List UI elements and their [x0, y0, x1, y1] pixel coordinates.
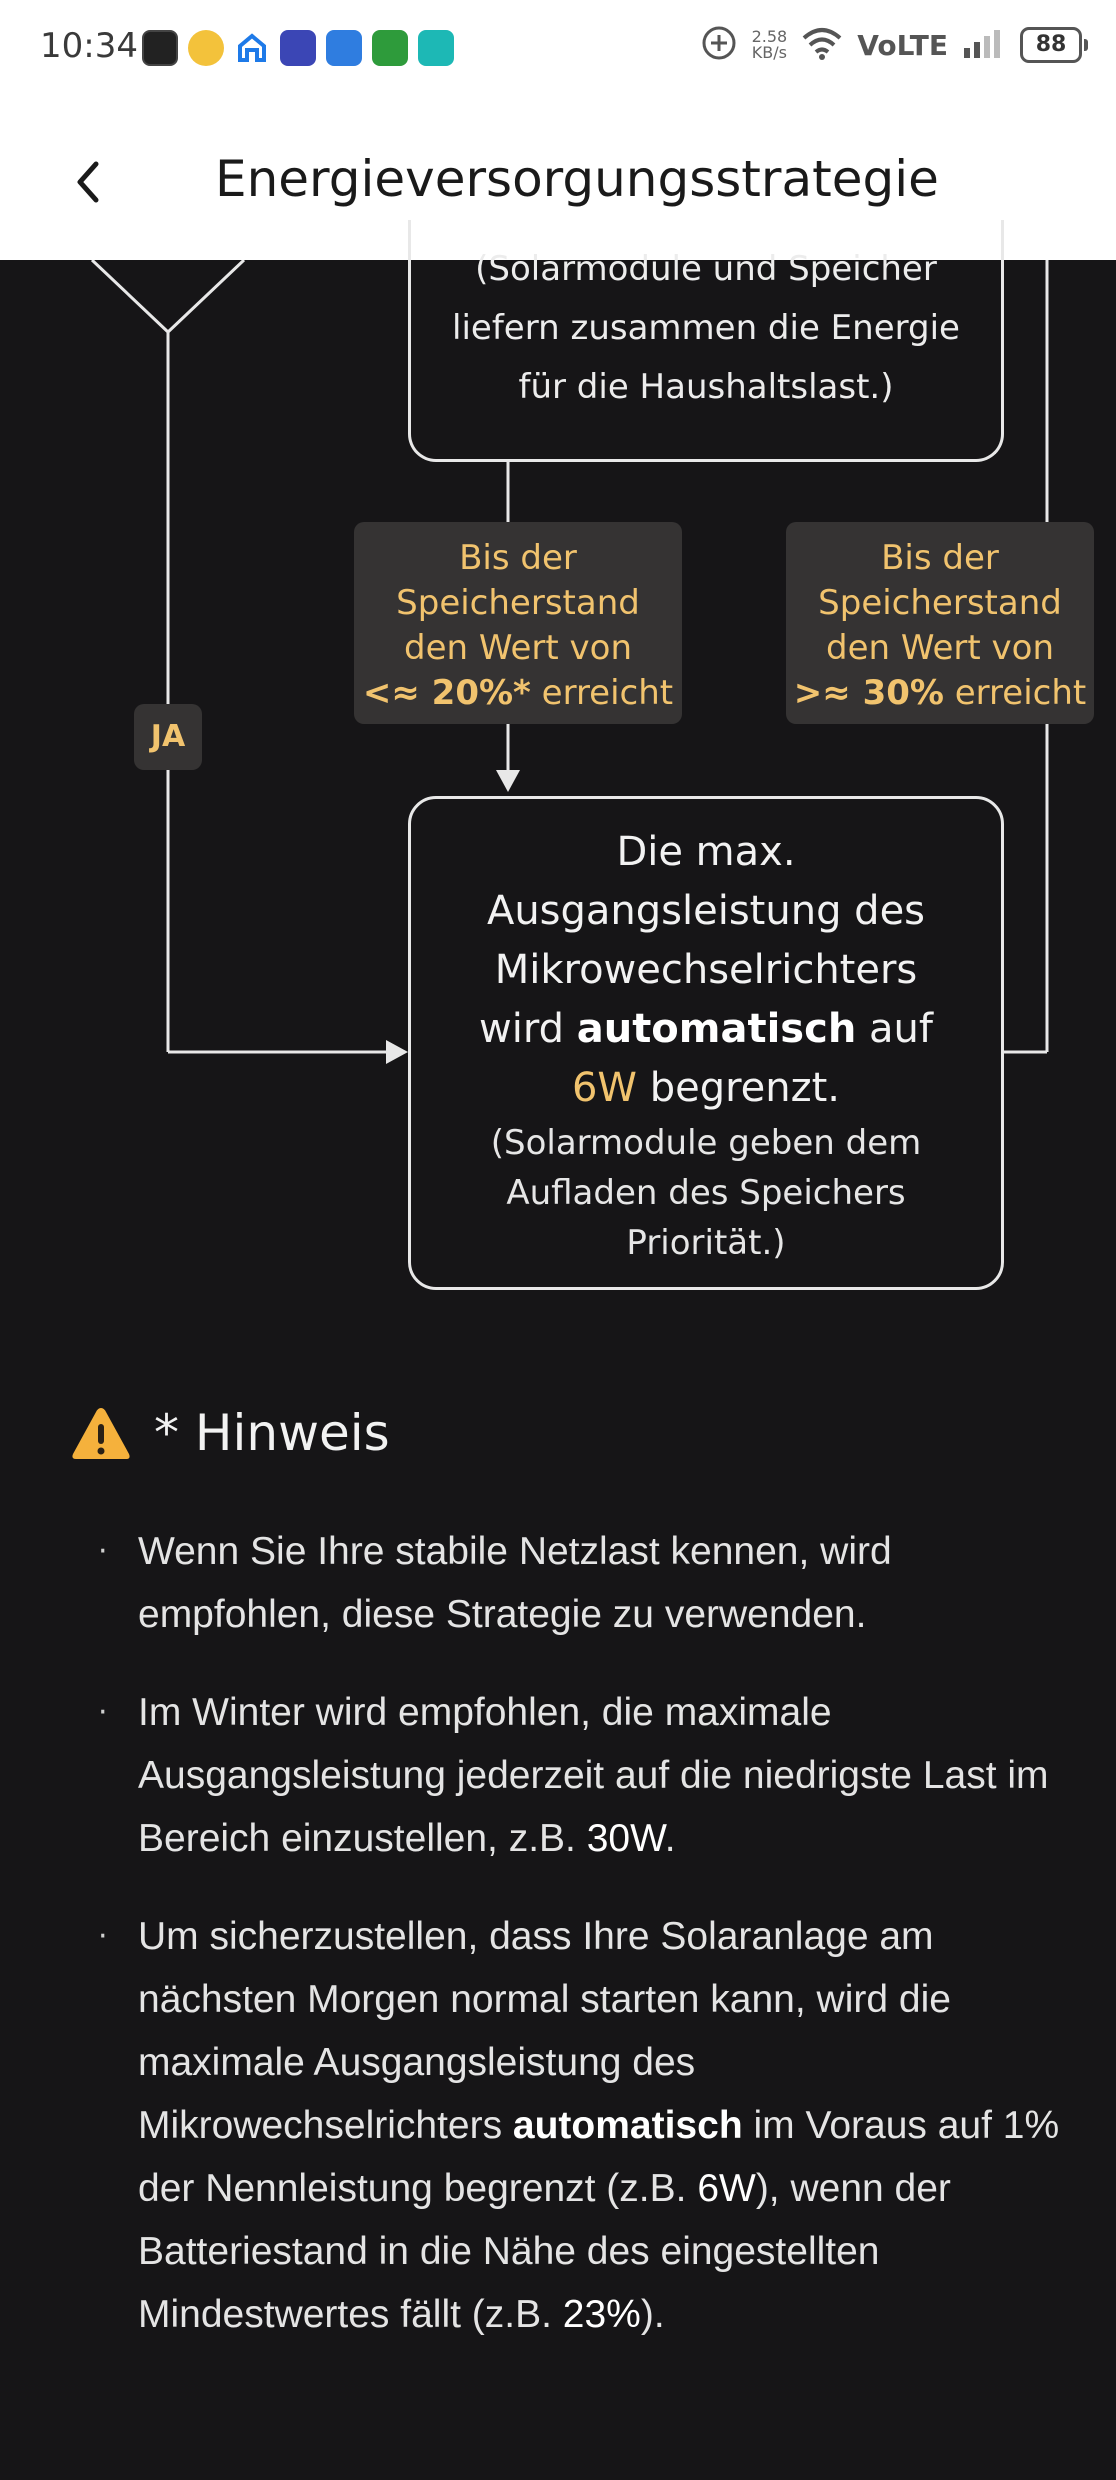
hint-3-value1: 6W — [697, 2167, 756, 2210]
output-limit-line2: Ausgangsleistung des — [486, 888, 926, 934]
output-limit-line4-pre: wird — [479, 1006, 577, 1052]
output-limit-line4-post: auf — [856, 1006, 933, 1052]
hint-header — [70, 1404, 390, 1462]
condition-tag-low — [354, 522, 682, 724]
condition-low-value: <≈ 20%* — [362, 673, 531, 713]
bullet-dot: · — [98, 1534, 108, 1569]
condition-low-line4 — [354, 671, 682, 716]
output-limit-box — [408, 796, 1004, 1290]
storage-supply-line1: (Solarmodule und Speicher — [475, 249, 937, 289]
vpn-icon — [372, 30, 408, 66]
hint-2-value: 30W — [586, 1817, 665, 1860]
output-limit-line1: Die max. — [616, 829, 796, 875]
dollar-icon — [418, 30, 454, 66]
output-limit-note3: Priorität.) — [626, 1223, 786, 1263]
chevron-left-icon — [58, 142, 138, 222]
hint-2-pre: Im Winter wird empfohlen, die maximale Ausgangsleistung jederzeit auf die niedrigste Last im Bereich einzustellen, z.B. — [138, 1691, 1049, 1860]
storage-supply-line2: liefern zusammen die Energie — [452, 308, 960, 348]
output-limit-note2: Aufladen des Speichers — [506, 1173, 906, 1213]
output-limit-line5-post: begrenzt. — [636, 1065, 841, 1111]
status-bar — [0, 0, 1116, 100]
storage-supply-box — [408, 220, 1004, 462]
hint-text-2 — [138, 1681, 1068, 1870]
data-saver-icon — [700, 24, 738, 66]
sunlit-app-icon — [142, 30, 178, 66]
hint-item — [0, 1681, 1116, 1870]
shield-check-icon — [326, 30, 362, 66]
warning-icon — [70, 1404, 132, 1462]
hint-3-b: im Voraus auf 1% der Nennleistung begrenzt (z.B. — [138, 2104, 1060, 2210]
storage-supply-line3: für die Haushaltslast.) — [518, 367, 894, 407]
condition-high-line2: Speicherstand — [818, 583, 1062, 623]
bullet-dot: · — [98, 1919, 108, 1954]
notification-icons — [142, 30, 454, 66]
condition-high-line4 — [786, 671, 1094, 716]
status-right — [700, 24, 1082, 66]
hint-title: * Hinweis — [154, 1404, 390, 1462]
hint-3-c: ), wenn der Batteriestand in die Nähe des eingestellten Mindestwertes fällt (z.B. — [138, 2167, 951, 2336]
condition-high-line1: Bis der — [881, 538, 999, 578]
output-limit-line4 — [411, 1000, 1001, 1059]
condition-low-suffix: erreicht — [530, 673, 674, 713]
hint-text-3 — [138, 1905, 1068, 2346]
hint-3-value2: 23% — [562, 2293, 641, 2336]
hint-item — [0, 1905, 1116, 2346]
hint-3-a: Um sicherzustellen, dass Ihre Solaranlage am nächsten Morgen normal starten kann, wird die maximale Ausgangsleistung des Mikrowechselrichters — [138, 1915, 951, 2147]
hint-item — [0, 1520, 1116, 1646]
strategy-flowchart — [0, 249, 1116, 1320]
hint-2-post: . — [664, 1817, 676, 1860]
home-icon — [234, 30, 270, 66]
weather-icon — [188, 30, 224, 66]
bullet-dot: · — [98, 1695, 108, 1730]
hint-list — [0, 1520, 1116, 2381]
output-limit-note1: (Solarmodule geben dem — [490, 1123, 922, 1163]
network-type: VoLTE — [857, 28, 948, 62]
output-limit-line3: Mikrowechselrichters — [494, 947, 918, 993]
net-speed-value: 2.58 — [751, 27, 788, 46]
wifi-icon — [801, 26, 843, 64]
net-speed-unit: KB/s — [751, 43, 787, 62]
net-speed — [752, 29, 788, 61]
output-limit-line5 — [411, 1059, 1001, 1118]
back-button[interactable] — [58, 142, 138, 222]
status-time: 10:34 — [40, 26, 138, 66]
output-limit-value: 6W — [571, 1065, 637, 1111]
condition-low-line1: Bis der — [459, 538, 577, 578]
hint-text-1: Wenn Sie Ihre stabile Netzlast kennen, wird empfohlen, diese Strategie zu verwenden. — [138, 1530, 892, 1636]
page-title: Energieversorgungsstrategie — [215, 150, 939, 208]
yes-label: JA — [134, 704, 202, 770]
hint-3-d: ). — [640, 2293, 665, 2336]
condition-tag-high — [786, 522, 1094, 724]
condition-high-suffix: erreicht — [943, 673, 1087, 713]
battery-level: 88 — [1020, 27, 1082, 63]
hint-3-bold: automatisch — [512, 2104, 743, 2147]
condition-high-line3: den Wert von — [826, 628, 1054, 668]
condition-low-line2: Speicherstand — [396, 583, 640, 623]
signal-icon — [962, 28, 1006, 62]
condition-low-line3: den Wert von — [404, 628, 632, 668]
output-limit-automatic: automatisch — [576, 1006, 857, 1052]
condition-high-value: >≈ 30% — [793, 673, 944, 713]
shield-phone-icon — [280, 30, 316, 66]
